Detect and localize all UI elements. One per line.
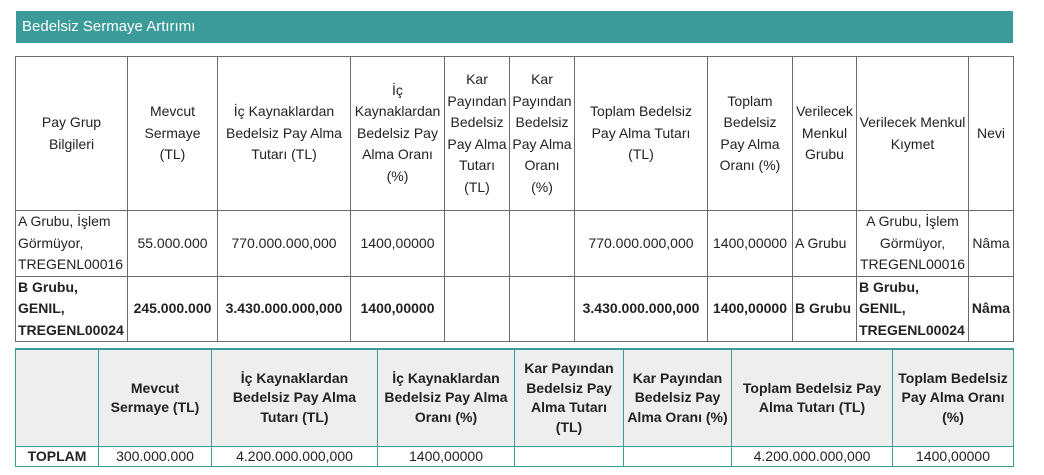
header-menkul-kiymet: Verilecek Menkul Kıymet: [857, 57, 969, 211]
cell-kar-payi-oran: [510, 276, 575, 342]
header-pay-grup-bilgileri: Pay Grup Bilgileri: [16, 57, 128, 211]
header-ic-kaynak-oran: İç Kaynaklardan Bedelsiz Pay Alma Oranı (%): [351, 57, 445, 211]
total-header-toplam-tutar: Toplam Bedelsiz Pay Alma Tutarı (TL): [732, 349, 893, 447]
header-mevcut-sermaye: Mevcut Sermaye (TL): [128, 57, 218, 211]
cell-menkul-grubu: B Grubu: [793, 276, 857, 342]
total-row: [16, 447, 1014, 467]
table-row: [16, 276, 1014, 342]
header-ic-kaynak-tutar: İç Kaynaklardan Bedelsiz Pay Alma Tutarı (TL): [218, 57, 351, 211]
cell-ic-kaynak-oran: 1400,00000: [351, 276, 445, 342]
total-ic-kaynak-oran: 1400,00000: [378, 447, 515, 467]
cell-mevcut-sermaye: 245.000.000: [128, 276, 218, 342]
total-ic-kaynak-tutar: 4.200.000.000,000: [212, 447, 378, 467]
cell-menkul-grubu: A Grubu: [793, 211, 857, 277]
cell-toplam-oran: 1400,00000: [708, 276, 793, 342]
cell-toplam-tutar: 3.430.000.000,000: [575, 276, 708, 342]
cell-toplam-tutar: 770.000.000,000: [575, 211, 708, 277]
header-kar-payi-tutar: Kar Payından Bedelsiz Pay Alma Tutarı (TL): [445, 57, 510, 211]
total-header-mevcut-sermaye: Mevcut Sermaye (TL): [99, 349, 212, 447]
cell-nevi: Nâma: [969, 276, 1014, 342]
table-row: [16, 211, 1014, 277]
cell-kar-payi-tutar: [445, 211, 510, 277]
total-header-ic-kaynak-tutar: İç Kaynaklardan Bedelsiz Pay Alma Tutarı (TL): [212, 349, 378, 447]
cell-kar-payi-tutar: [445, 276, 510, 342]
total-label: TOPLAM: [16, 447, 99, 467]
cell-ic-kaynak-tutar: 3.430.000.000,000: [218, 276, 351, 342]
cell-nevi: Nâma: [969, 211, 1014, 277]
total-kar-payi-oran: [624, 447, 732, 467]
section-title: Bedelsiz Sermaye Artırımı: [16, 11, 1013, 43]
cell-menkul-kiymet: B Grubu, GENIL, TREGENL00024: [857, 276, 969, 342]
total-kar-payi-tutar: [515, 447, 624, 467]
total-header-empty: [16, 349, 99, 447]
cell-mevcut-sermaye: 55.000.000: [128, 211, 218, 277]
total-header-toplam-oran: Toplam Bedelsiz Pay Alma Oranı (%): [893, 349, 1014, 447]
cell-pay-grup: B Grubu, GENIL, TREGENL00024: [16, 276, 128, 342]
total-header-kar-payi-oran: Kar Payından Bedelsiz Pay Alma Oranı (%): [624, 349, 732, 447]
header-toplam-tutar: Toplam Bedelsiz Pay Alma Tutarı (TL): [575, 57, 708, 211]
cell-kar-payi-oran: [510, 211, 575, 277]
pay-grup-table: [15, 56, 1014, 342]
total-mevcut-sermaye: 300.000.000: [99, 447, 212, 467]
cell-ic-kaynak-oran: 1400,00000: [351, 211, 445, 277]
total-header-ic-kaynak-oran: İç Kaynaklardan Bedelsiz Pay Alma Oranı (%): [378, 349, 515, 447]
header-menkul-grubu: Verilecek Menkul Grubu: [793, 57, 857, 211]
total-header-kar-payi-tutar: Kar Payından Bedelsiz Pay Alma Tutarı (TL): [515, 349, 624, 447]
header-toplam-oran: Toplam Bedelsiz Pay Alma Oranı (%): [708, 57, 793, 211]
total-toplam-tutar: 4.200.000.000,000: [732, 447, 893, 467]
cell-toplam-oran: 1400,00000: [708, 211, 793, 277]
cell-pay-grup: A Grubu, İşlem Görmüyor, TREGENL00016: [16, 211, 128, 277]
toplam-table: [15, 348, 1014, 467]
total-toplam-oran: 1400,00000: [893, 447, 1014, 467]
cell-ic-kaynak-tutar: 770.000.000,000: [218, 211, 351, 277]
header-kar-payi-oran: Kar Payından Bedelsiz Pay Alma Oranı (%): [510, 57, 575, 211]
header-nevi: Nevi: [969, 57, 1014, 211]
cell-menkul-kiymet: A Grubu, İşlem Görmüyor, TREGENL00016: [857, 211, 969, 277]
